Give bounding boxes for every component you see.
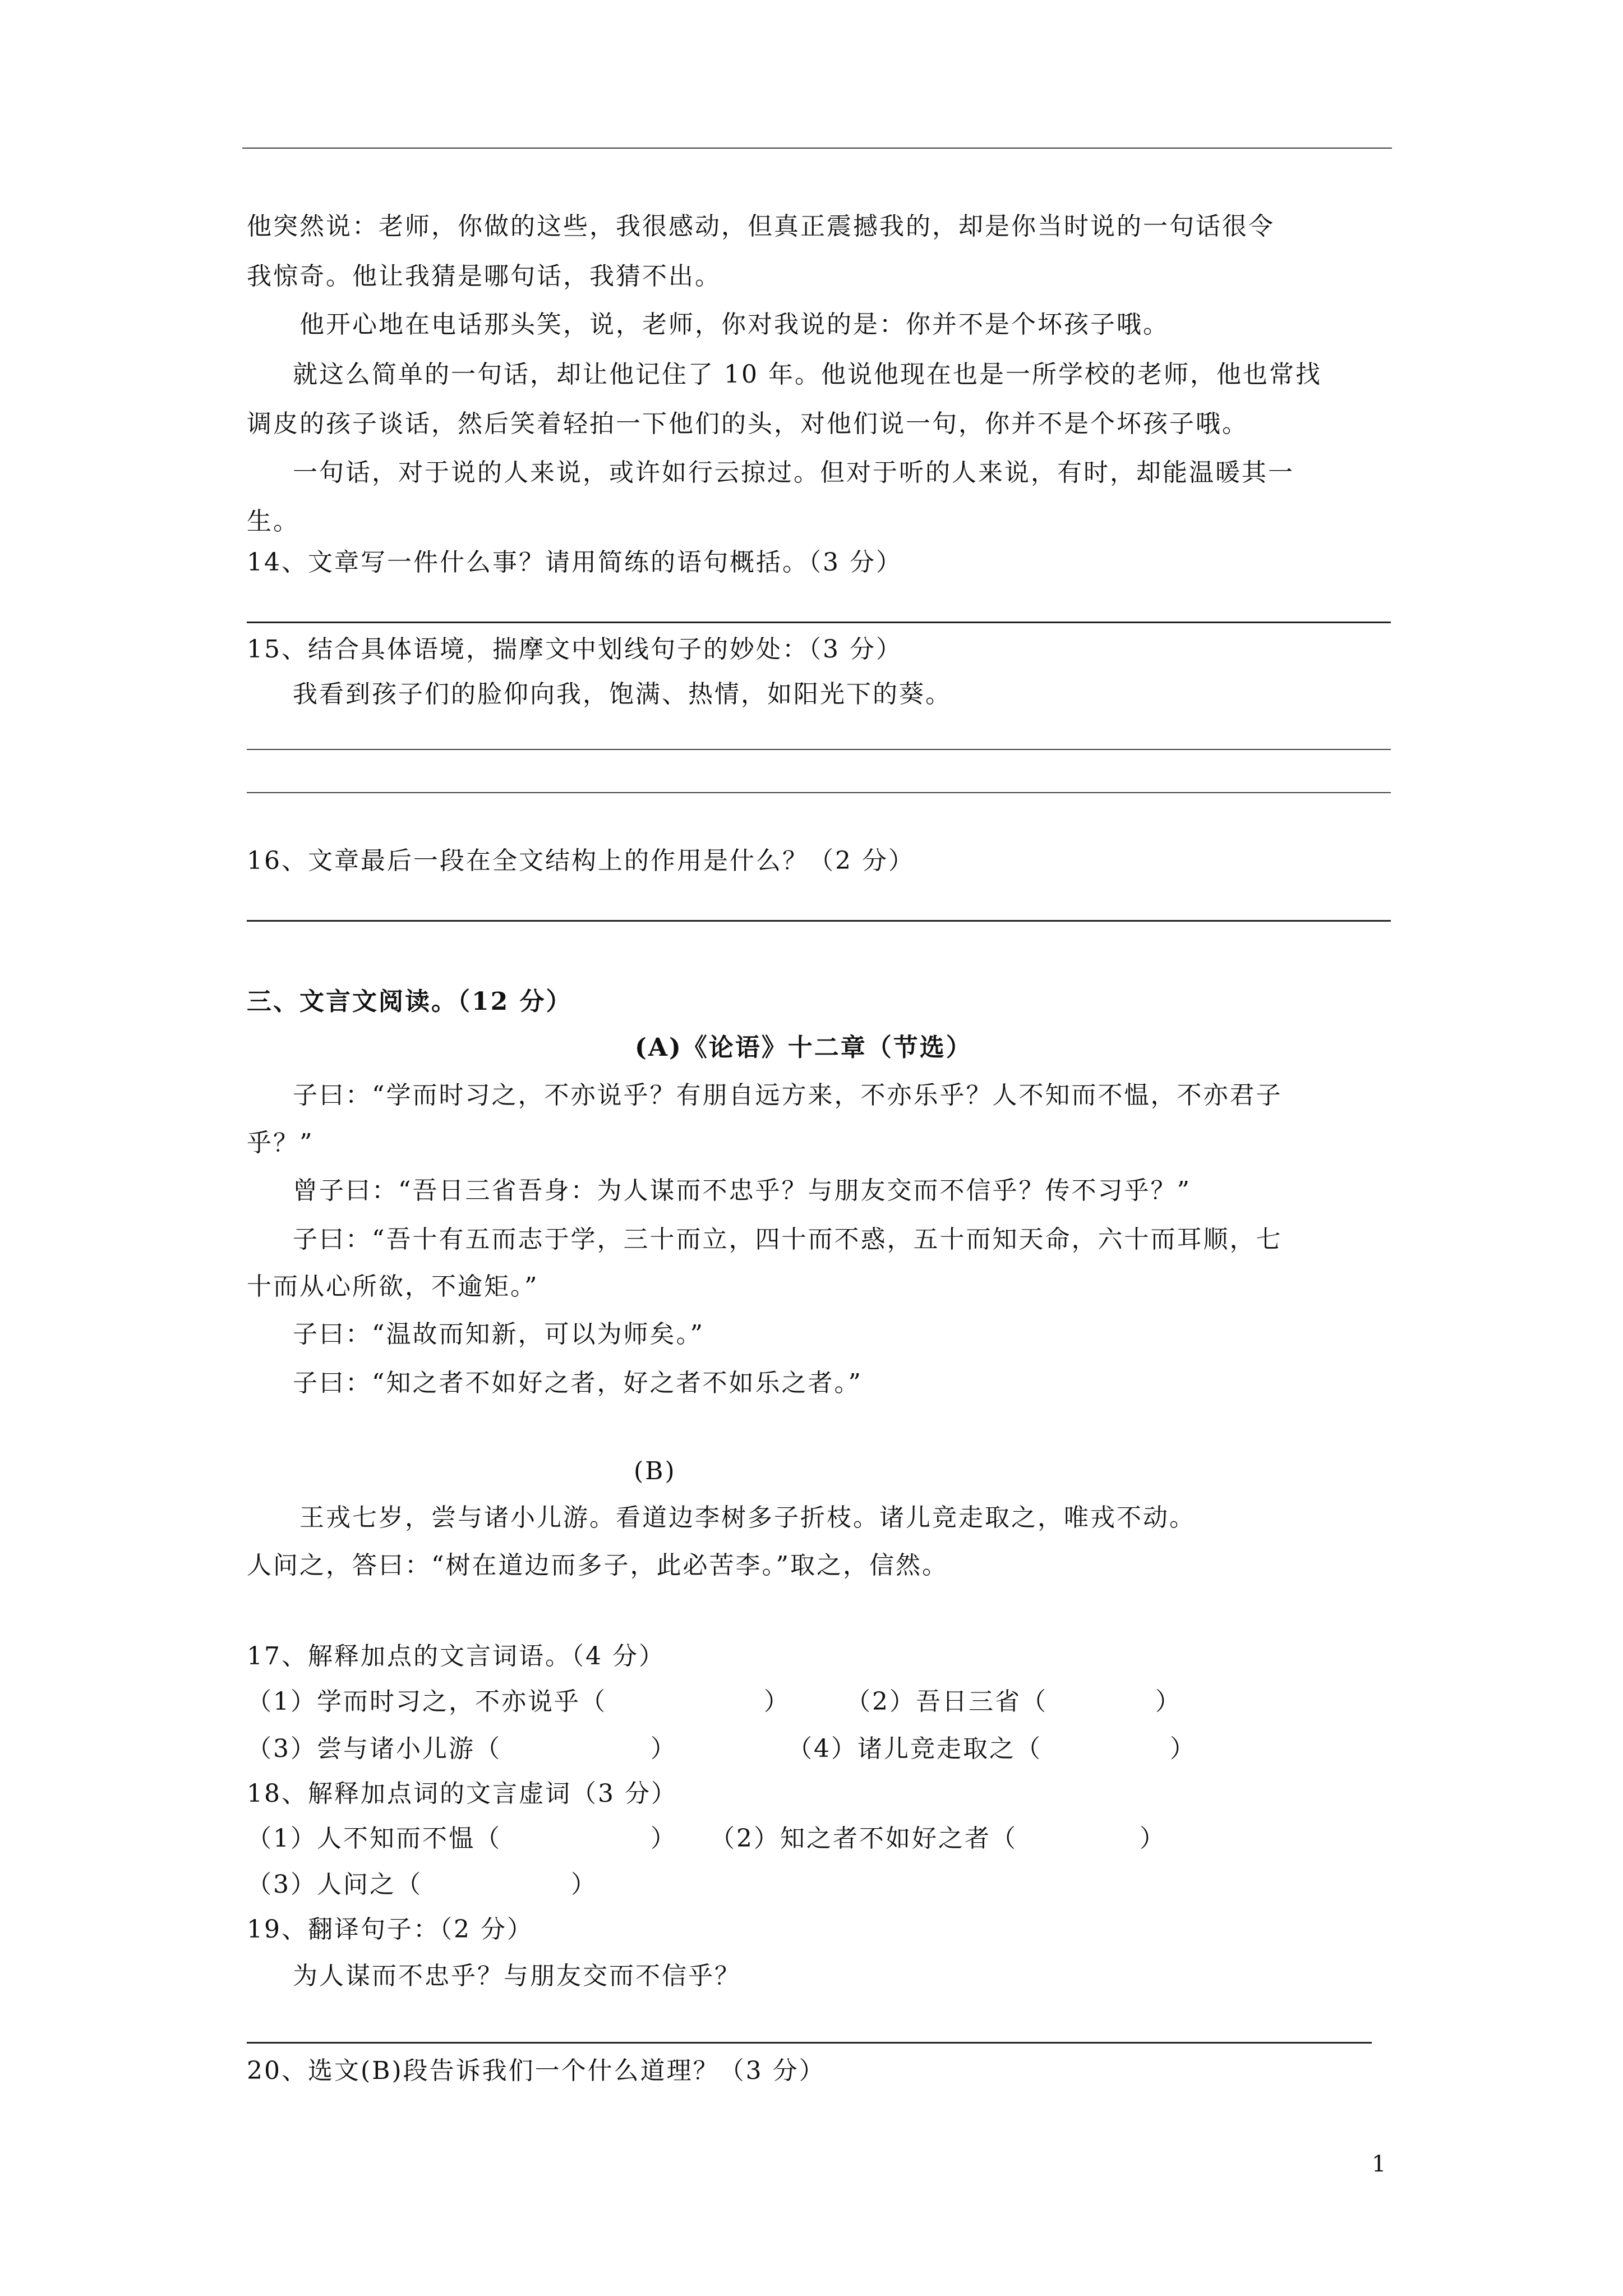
- q18-item-2: （2）知之者不如好之者（: [710, 1824, 1017, 1853]
- question-16: 16、文章最后一段在全文结构上的作用是什么？（2 分）: [247, 846, 915, 875]
- answer-line-q16[interactable]: [247, 920, 1391, 922]
- passage-p1-line2: 我惊奇。他让我猜是哪句话，我猜不出。: [247, 262, 721, 291]
- q17-item-4-close: ）: [1170, 1734, 1196, 1763]
- text-b-title: (B): [634, 1457, 676, 1485]
- passage-p3-line1: 就这么简单的一句话，却让他记住了 10 年。他说他现在也是一所学校的老师，他也常找: [293, 360, 1322, 389]
- q17-item-1-close: ）: [764, 1687, 790, 1716]
- page-number: 1: [1372, 2151, 1386, 2177]
- question-15: 15、结合具体语境，揣摩文中划线句子的妙处：（3 分）: [247, 635, 902, 664]
- passage-p1-line1: 他突然说：老师，你做的这些，我很感动，但真正震撼我的，却是你当时说的一句话很令: [247, 212, 1275, 241]
- text-b-line-1: 王戎七岁，尝与诸小儿游。看道边李树多子折枝。诸儿竞走取之，唯戎不动。: [299, 1503, 1196, 1532]
- header-rule: [242, 148, 1392, 149]
- text-a-line-1: 子曰：“学而时习之，不亦说乎？有朋自远方来，不亦乐乎？人不知而不愠，不亦君子: [293, 1081, 1283, 1110]
- q17-item-3-close: ）: [651, 1734, 677, 1763]
- text-a-line-6: 子曰：“温故而知新，可以为师矣。”: [293, 1320, 704, 1349]
- text-a-line-2: 乎？”: [247, 1129, 314, 1157]
- text-b-line-2: 人问之，答曰：“树在道边而多子，此必苦李。”取之，信然。: [247, 1551, 948, 1580]
- passage-p4-line1: 一句话，对于说的人来说，或许如行云掠过。但对于听的人来说，有时，却能温暖其一: [293, 458, 1294, 487]
- answer-line-q14[interactable]: [247, 622, 1391, 623]
- q17-item-3: （3）尝与诸小儿游（: [247, 1734, 501, 1763]
- text-a-title: (A)《论语》十二章（节选）: [635, 1033, 972, 1062]
- q18-item-1-close: ）: [651, 1824, 677, 1853]
- q17-item-2: （2）吾日三省（: [846, 1687, 1048, 1716]
- q17-item-2-close: ）: [1155, 1687, 1182, 1716]
- text-a-line-5: 十而从心所欲，不逾矩。”: [247, 1272, 539, 1301]
- question-20: 20、选文(B)段告诉我们一个什么道理？（3 分）: [247, 2056, 826, 2085]
- q17-item-4: （4）诸儿竞走取之（: [787, 1734, 1042, 1763]
- question-19-sentence: 为人谋而不忠乎？与朋友交而不信乎？: [293, 1962, 741, 1990]
- passage-p2: 他开心地在电话那头笑，说，老师，你对我说的是：你并不是个坏孩子哦。: [299, 310, 1169, 339]
- q18-item-2-close: ）: [1140, 1824, 1166, 1853]
- text-a-line-3: 曾子曰：“吾日三省吾身：为人谋而不忠乎？与朋友交而不信乎？传不习乎？”: [293, 1176, 1191, 1205]
- q17-item-1: （1）学而时习之，不亦说乎（: [247, 1687, 607, 1716]
- question-18: 18、解释加点词的文言虚词（3 分）: [247, 1779, 677, 1808]
- q18-item-1: （1）人不知而不愠（: [247, 1824, 501, 1853]
- q18-item-3-close: ）: [571, 1870, 597, 1899]
- question-17: 17、解释加点的文言词语。（4 分）: [247, 1642, 665, 1671]
- q18-item-3: （3）人问之（: [247, 1870, 422, 1899]
- question-15-sentence: 我看到孩子们的脸仰向我，饱满、热情，如阳光下的葵。: [293, 680, 952, 708]
- text-a-line-7: 子曰：“知之者不如好之者，好之者不如乐之者。”: [293, 1369, 863, 1397]
- passage-p3-line2: 调皮的孩子谈话，然后笑着轻拍一下他们的头，对他们说一句，你并不是个坏孩子哦。: [247, 409, 1248, 438]
- answer-line-q15-1[interactable]: [247, 749, 1391, 750]
- answer-line-q15-2[interactable]: [247, 792, 1391, 793]
- question-19: 19、翻译句子：（2 分）: [247, 1915, 533, 1944]
- answer-line-q19[interactable]: [247, 2042, 1372, 2044]
- passage-p4-line2: 生。: [247, 507, 299, 536]
- section-3-heading: 三、文言文阅读。（12 分）: [247, 987, 573, 1016]
- question-14: 14、文章写一件什么事？请用简练的语句概括。（3 分）: [247, 548, 902, 577]
- text-a-line-4: 子曰：“吾十有五而志于学，三十而立，四十而不惑，五十而知天命，六十而耳顺，七: [293, 1225, 1283, 1254]
